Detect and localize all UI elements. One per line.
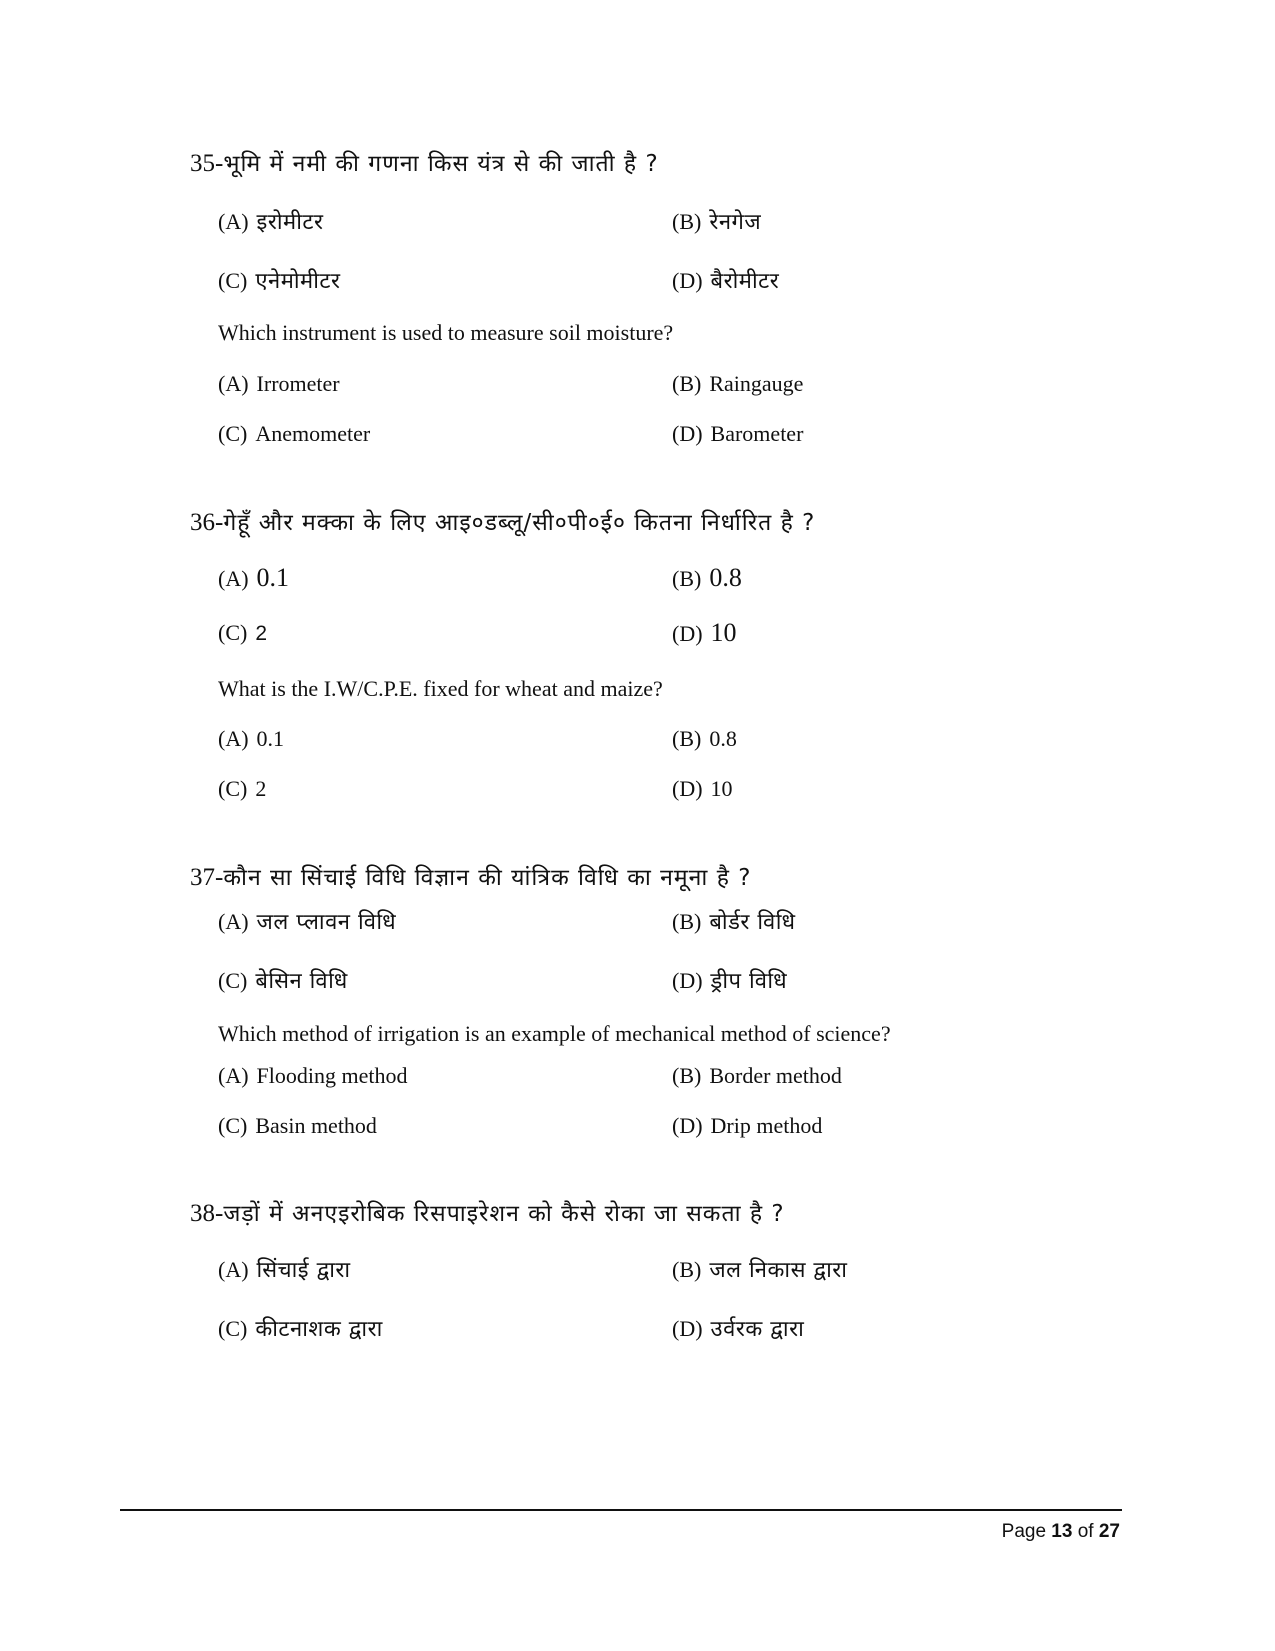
q36-english-option-c [218, 776, 266, 802]
option-text: बेसिन विधि [255, 969, 348, 994]
q38-hindi-option-b [672, 1254, 847, 1284]
question-number: 35- [190, 150, 224, 177]
q35-english-option-c [218, 421, 370, 447]
question-number: 36- [190, 509, 224, 536]
option-label: (B) [672, 726, 702, 751]
option-text: बोर्डर विधि [709, 910, 796, 935]
q35-hindi-option-c [218, 265, 341, 295]
option-text: Drip method [710, 1113, 823, 1138]
q35-english-option-d [672, 421, 803, 447]
option-label: (A) [218, 209, 249, 234]
option-label: (C) [218, 1113, 248, 1138]
q36-hindi-option-b [672, 563, 742, 593]
question-36-english: What is the I.W/C.P.E. fixed for wheat and maize? [218, 676, 663, 701]
option-label: (B) [672, 566, 702, 591]
option-text: 2 [255, 776, 267, 801]
q38-hindi-option-a [218, 1254, 351, 1284]
q37-hindi-option-a [218, 906, 396, 936]
option-text: Irrometer [256, 371, 340, 396]
question-37-english: Which method of irrigation is an example of mechanical method of science? [218, 1021, 891, 1046]
option-label: (B) [672, 371, 702, 396]
option-text: कीटनाशक द्वारा [255, 1317, 383, 1342]
option-text: Flooding method [256, 1063, 408, 1088]
option-text: 0.1 [256, 563, 290, 592]
q36-hindi-option-d [672, 618, 737, 648]
q37-english-option-d [672, 1113, 822, 1139]
question-text-hindi: जड़ों में अनएइरोबिक रिसपाइरेशन को कैसे रोका जा सकता है ? [223, 1201, 785, 1227]
option-label: (A) [218, 726, 249, 751]
option-label: (A) [218, 371, 249, 396]
option-label: (C) [218, 268, 248, 293]
current-page-number: 13 [1051, 1521, 1073, 1542]
option-text: सिंचाई द्वारा [256, 1258, 351, 1283]
q38-hindi-option-c [218, 1313, 383, 1343]
option-label: (C) [218, 1316, 248, 1341]
option-text: 0.8 [709, 563, 742, 592]
option-label: (B) [672, 209, 702, 234]
option-label: (C) [218, 968, 248, 993]
option-text: 2 [255, 622, 268, 645]
total-page-count: 27 [1098, 1521, 1120, 1542]
option-text: 10 [710, 776, 733, 801]
q36-english-option-d [672, 776, 733, 802]
q35-hindi-option-d [672, 265, 779, 295]
q37-english-option-b [672, 1063, 842, 1089]
q38-hindi-option-d [672, 1313, 804, 1343]
footer-of: of [1077, 1521, 1094, 1542]
option-text: 0.1 [256, 726, 285, 751]
option-text: बैरोमीटर [710, 269, 780, 294]
question-text-hindi: गेहूँ और मक्का के लिए आइ०डब्लू/सी०पी०ई० कितना निर्धारित है ? [223, 510, 816, 536]
question-text-hindi: कौन सा सिंचाई विधि विज्ञान की यांत्रिक विधि का नमूना है ? [223, 865, 752, 891]
q36-english-option-a [218, 726, 284, 752]
option-text: 0.8 [709, 726, 737, 751]
option-text: ड्रीप विधि [710, 969, 788, 994]
option-label: (C) [218, 421, 248, 446]
option-label: (B) [672, 909, 702, 934]
option-text: Anemometer [255, 421, 371, 446]
q35-english-option-a [218, 371, 340, 397]
option-label: (D) [672, 1316, 703, 1341]
option-text: उर्वरक द्वारा [710, 1317, 805, 1342]
option-text: Basin method [255, 1113, 377, 1138]
option-text: जल निकास द्वारा [709, 1258, 848, 1283]
question-38-hindi [190, 1196, 785, 1228]
question-text-hindi: भूमि में नमी की गणना किस यंत्र से की जाती है ? [223, 151, 659, 177]
option-text: Raingauge [709, 371, 804, 396]
option-text: Border method [709, 1063, 842, 1088]
footer-divider [120, 1509, 1122, 1511]
option-label: (A) [218, 1063, 249, 1088]
option-label: (D) [672, 421, 703, 446]
option-text: जल प्लावन विधि [256, 910, 397, 935]
question-35-english: Which instrument is used to measure soil moisture? [218, 320, 674, 345]
footer-prefix: Page [1001, 1521, 1047, 1542]
q37-hindi-option-b [672, 906, 796, 936]
option-label: (D) [672, 621, 703, 646]
option-label: (D) [672, 776, 703, 801]
q35-hindi-option-b [672, 206, 761, 236]
option-label: (C) [218, 620, 248, 645]
question-35-hindi [190, 146, 659, 178]
option-label: (D) [672, 968, 703, 993]
q37-hindi-option-d [672, 965, 787, 995]
q37-english-option-a [218, 1063, 408, 1089]
option-label: (A) [218, 909, 249, 934]
q36-hindi-option-c [218, 620, 267, 646]
question-36-hindi [190, 505, 815, 537]
question-37-hindi [190, 860, 751, 892]
option-text: रेनगेज [709, 210, 762, 235]
option-label: (A) [218, 566, 249, 591]
option-label: (C) [218, 776, 248, 801]
option-label: (D) [672, 268, 703, 293]
q36-english-option-b [672, 726, 737, 752]
option-label: (A) [218, 1257, 249, 1282]
q37-english-option-c [218, 1113, 377, 1139]
question-number: 38- [190, 1200, 224, 1227]
option-text: Barometer [710, 421, 804, 446]
option-text: 10 [710, 618, 737, 647]
q37-hindi-option-c [218, 965, 348, 995]
q35-hindi-option-a [218, 206, 324, 236]
option-label: (D) [672, 1113, 703, 1138]
q35-english-option-b [672, 371, 803, 397]
option-text: इरोमीटर [256, 210, 324, 235]
question-number: 37- [190, 864, 224, 891]
option-label: (B) [672, 1063, 702, 1088]
page-number-footer [1002, 1521, 1120, 1543]
q36-hindi-option-a [218, 563, 289, 593]
option-label: (B) [672, 1257, 702, 1282]
option-text: एनेमोमीटर [255, 269, 341, 294]
